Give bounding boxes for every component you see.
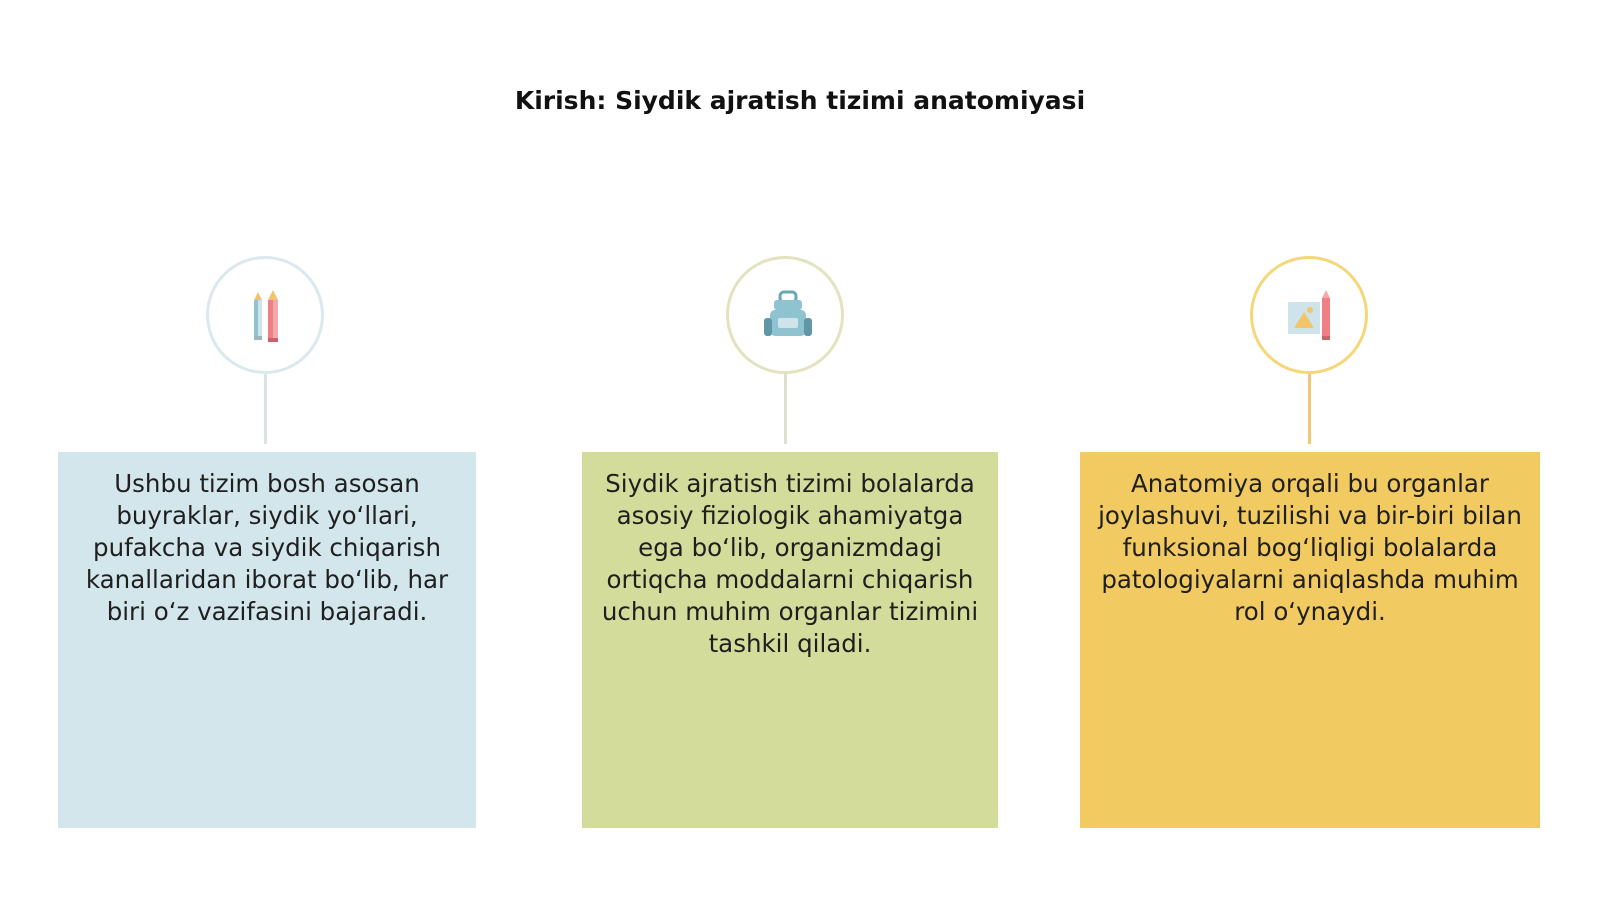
card-text-2: Siydik ajratish tizimi bolalarda asosiy fiziologik ahamiyatga ega bo‘lib, organizmdagi ortiqcha moddalarni chiqarish uchun muhim organlar tizimini tashkil qiladi. [601, 469, 979, 658]
card-text-1: Ushbu tizim bosh asosan buyraklar, siydik yo‘llari, pufakcha va siydik chiqarish kanallaridan iborat bo‘lib, har biri o‘z vazifasini bajaradi. [85, 469, 449, 626]
info-card-2 [582, 452, 998, 828]
backpack-icon [758, 288, 818, 348]
connector-line-1 [264, 374, 267, 444]
info-card-1 [58, 452, 476, 828]
slide-title: Kirish: Siydik ajratish tizimi anatomiyasi [514, 86, 1086, 115]
pencils-icon [238, 288, 298, 348]
info-card-3 [1080, 452, 1540, 828]
icon-circle-2 [726, 256, 844, 374]
painting-icon [1282, 288, 1342, 348]
icon-circle-3 [1250, 256, 1368, 374]
card-text-3: Anatomiya orqali bu organlar joylashuvi, tuzilishi va bir-biri bilan funksional bog‘liqligi bolalarda patologiyalarni aniqlashda muhim rol o‘ynaydi. [1098, 469, 1522, 626]
connector-line-2 [784, 374, 787, 444]
connector-line-3 [1308, 374, 1311, 444]
icon-circle-1 [206, 256, 324, 374]
